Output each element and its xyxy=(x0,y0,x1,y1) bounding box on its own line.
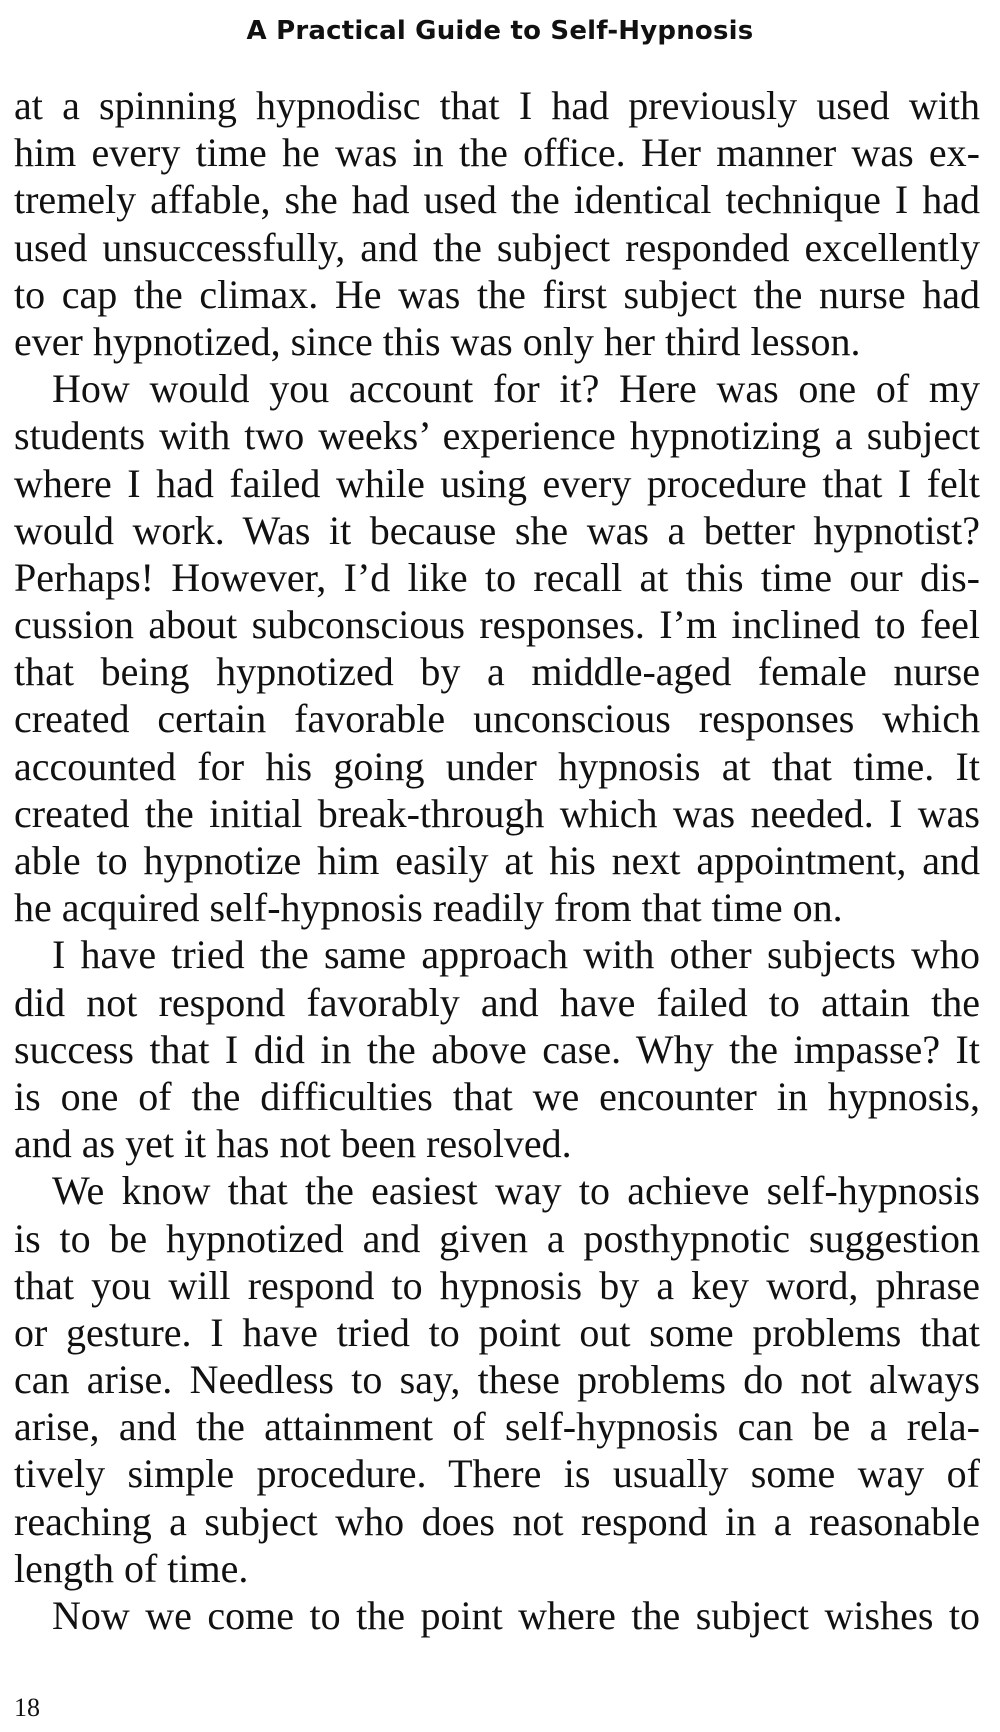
text-line: where I had failed while using every procedure that I felt xyxy=(14,460,980,506)
text-line: him every time he was in the office. Her manner was ex- xyxy=(14,130,980,176)
text-line: that you will respond to hypnosis by a key word, phrase xyxy=(14,1262,980,1308)
text-line: Perhaps! However, I’d like to recall at this time our dis- xyxy=(14,554,980,600)
text-line: students with two weeks’ experience hypnotizing a subject xyxy=(14,413,980,459)
text-line: success that I did in the above case. Why the impasse? It xyxy=(14,1026,980,1072)
paragraph-5 xyxy=(14,1592,980,1639)
text-line: I have tried the same approach with other subjects who xyxy=(52,932,980,978)
text-line: is one of the difficulties that we encounter in hypnosis, xyxy=(14,1073,980,1119)
text-line: cussion about subconscious responses. I’m inclined to feel xyxy=(14,602,980,648)
text-line: can arise. Needless to say, these problems do not always xyxy=(14,1357,980,1403)
text-line: used unsuccessfully, and the subject responded excellently xyxy=(14,224,980,270)
running-head-title: A Practical Guide to Self-Hypnosis xyxy=(246,16,754,46)
text-line: to cap the climax. He was the first subject the nurse had xyxy=(14,271,980,317)
page-number: 18 xyxy=(14,1693,40,1722)
text-line: at a spinning hypnodisc that I had previously used with xyxy=(14,83,980,128)
paragraph-2 xyxy=(14,365,980,931)
paragraph-3 xyxy=(14,931,980,1167)
text-line: How would you account for it? Here was one of my xyxy=(52,366,980,412)
text-line: is to be hypnotized and given a posthypnotic suggestion xyxy=(14,1215,980,1261)
text-line: ever hypnotized, since this was only her third lesson. xyxy=(14,318,861,364)
text-line: would work. Was it because she was a better hypnotist? xyxy=(14,507,980,553)
text-line: reaching a subject who does not respond in a reasonable xyxy=(14,1498,980,1544)
text-line: We know that the easiest way to achieve self-hypnosis xyxy=(52,1168,980,1214)
text-line: did not respond favorably and have failed to attain the xyxy=(14,979,980,1025)
text-line: able to hypnotize him easily at his next appointment, and xyxy=(14,838,980,883)
text-line: he acquired self-hypnosis readily from that time on. xyxy=(14,885,843,931)
text-line: tively simple procedure. There is usually some way of xyxy=(14,1451,980,1497)
text-line: that being hypnotized by a middle-aged female nurse xyxy=(14,649,980,695)
text-line: and as yet it has not been resolved. xyxy=(14,1121,572,1167)
text-line: arise, and the attainment of self-hypnosis can be a rela- xyxy=(14,1404,980,1450)
body-text xyxy=(14,82,980,1639)
text-line: created the initial break-through which was needed. I was xyxy=(14,790,980,836)
text-line: or gesture. I have tried to point out some problems that xyxy=(14,1309,980,1355)
text-line: created certain favorable unconscious responses which xyxy=(14,696,980,742)
paragraph-4 xyxy=(14,1167,980,1592)
paragraph-1 xyxy=(14,82,980,365)
text-line: tremely affable, she had used the identical technique I had xyxy=(14,177,980,223)
text-line: Now we come to the point where the subject wishes to xyxy=(52,1593,980,1638)
text-line: accounted for his going under hypnosis at that time. It xyxy=(14,743,980,789)
text-line: length of time. xyxy=(14,1545,249,1591)
